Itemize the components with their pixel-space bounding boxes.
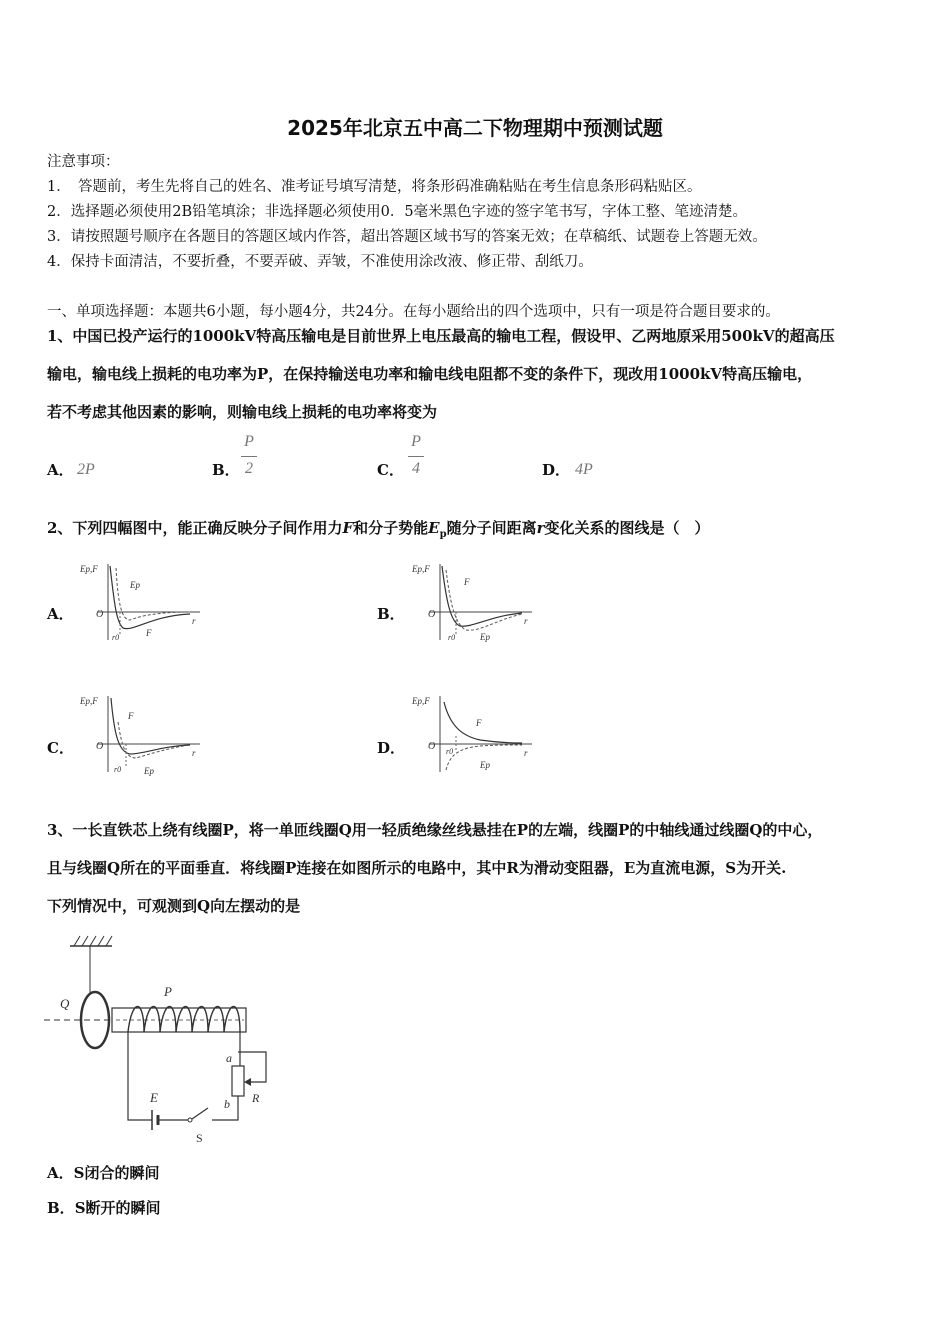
q3-option-a: A．S闭合的瞬间 xyxy=(47,1164,160,1182)
label-p: P xyxy=(164,984,172,999)
graph-ep-label: Ep xyxy=(480,760,490,770)
graph-a xyxy=(78,560,203,645)
label-q: Q xyxy=(60,996,70,1011)
q1-option-a-value: 2P xyxy=(77,461,95,478)
q2-option-a-label: A． xyxy=(47,605,74,623)
graph-x-label: r xyxy=(524,748,528,758)
q1-option-b-denominator: 2 xyxy=(245,460,253,477)
graph-b xyxy=(410,560,535,645)
graph-x-label: r xyxy=(524,616,528,626)
graph-ep-label: Ep xyxy=(130,580,140,590)
notice-item: 2．选择题必须使用2B铅笔填涂；非选择题必须使用0．5毫米黑色字迹的签字笔书写，字体工整、笔迹清楚。 xyxy=(47,204,748,220)
fraction-bar xyxy=(241,456,257,457)
notice-heading: 注意事项： xyxy=(47,154,120,170)
graph-r0-label: r0 xyxy=(112,633,120,642)
q1-option-a-label: A． xyxy=(47,461,74,479)
q2-stem: 2、下列四幅图中，能正确反映分子间作用力F和分子势能$E_p$随分子间距离r变化关系的图线是（ ） xyxy=(47,519,710,540)
graph-axis-label: Ep,F xyxy=(80,564,98,574)
graph-f-label: F xyxy=(146,628,152,638)
q1-option-c-numerator: P xyxy=(411,433,421,450)
graph-f-label: F xyxy=(476,718,482,728)
q2-option-d-label: D． xyxy=(377,739,406,757)
notice-item: 1． 答题前，考生先将自己的姓名、准考证号填写清楚，将条形码准确粘贴在考生信息条形码粘贴区。 xyxy=(47,179,702,195)
q3-line: 3、一长直铁芯上绕有线圈P，将一单匝线圈Q用一轻质绝缘丝线悬挂在P的左端，线圈P的中轴线通过线圈Q的中心， xyxy=(47,821,823,839)
notice-item: 3．请按照题号顺序在各题目的答题区域内作答，超出答题区域书写的答案无效；在草稿纸、试题卷上答题无效。 xyxy=(47,229,767,245)
curve-f xyxy=(110,566,190,629)
label-r: R xyxy=(252,1091,260,1105)
graph-axis-label: Ep,F xyxy=(80,696,98,706)
q2-option-c-label: C． xyxy=(47,739,74,757)
circuit-diagram xyxy=(40,930,290,1150)
graph-r0-label: r0 xyxy=(114,765,122,774)
curve-ep xyxy=(118,722,190,758)
q1-option-d-label: D． xyxy=(542,461,571,479)
q2-option-b-label: B． xyxy=(377,605,405,623)
section-heading: 一、单项选择题：本题共6小题，每小题4分，共24分。在每小题给出的四个选项中，只有一项是符合题目要求的。 xyxy=(47,304,780,320)
q3-line: 下列情况中，可观测到Q向左摆动的是 xyxy=(47,897,301,915)
fraction-bar xyxy=(408,456,424,457)
graph-axis-label: Ep,F xyxy=(412,696,430,706)
graph-f-label: F xyxy=(128,711,134,721)
graph-ep-label: Ep xyxy=(144,766,154,776)
graph-x-label: r xyxy=(192,616,196,626)
graph-f-label: F xyxy=(464,577,470,587)
graph-origin: O xyxy=(428,741,436,752)
graph-d xyxy=(410,692,535,777)
q3-option-b: B．S断开的瞬间 xyxy=(47,1199,161,1217)
curve-f xyxy=(111,698,190,754)
label-b: b xyxy=(224,1097,230,1111)
q1-option-b-numerator: P xyxy=(244,433,254,450)
q1-line: 输电，输电线上损耗的电功率为P，在保持输送电功率和输电线电阻都不变的条件下，现改用1000kV特高压输电， xyxy=(47,365,813,383)
graph-r0-label: r0 xyxy=(448,633,456,642)
label-e: E xyxy=(150,1090,158,1105)
q1-option-b-label: B． xyxy=(212,461,240,479)
rheostat-r xyxy=(232,1066,244,1096)
graph-x-label: r xyxy=(192,748,196,758)
label-s: S xyxy=(196,1131,203,1145)
graph-origin: O xyxy=(96,609,104,620)
notice-item: 4．保持卡面清洁，不要折叠，不要弄破、弄皱，不准使用涂改液、修正带、刮纸刀。 xyxy=(47,254,593,270)
page-title: 2025年北京五中高二下物理期中预测试题 xyxy=(287,116,663,140)
label-a: a xyxy=(226,1051,232,1065)
graph-ep-label: Ep xyxy=(480,632,490,642)
graph-r0-label: r0 xyxy=(446,747,454,756)
graph-c xyxy=(78,692,203,777)
q1-line: 若不考虑其他因素的影响，则输电线上损耗的电功率将变为 xyxy=(47,403,438,421)
q1-option-d-value: 4P xyxy=(575,461,593,478)
graph-origin: O xyxy=(428,609,436,620)
graph-origin: O xyxy=(96,741,104,752)
graph-axis-label: Ep,F xyxy=(412,564,430,574)
q1-line: 1、中国已投产运行的1000kV特高压输电是目前世界上电压最高的输电工程，假设甲、乙两地原采用500kV的超高压 xyxy=(47,327,835,345)
q3-line: 且与线圈Q所在的平面垂直．将线圈P连接在如图所示的电路中，其中R为滑动变阻器，E为直流电源，S为开关. xyxy=(47,859,787,877)
q1-option-c-denominator: 4 xyxy=(412,460,420,477)
q1-option-c-label: C． xyxy=(377,461,404,479)
